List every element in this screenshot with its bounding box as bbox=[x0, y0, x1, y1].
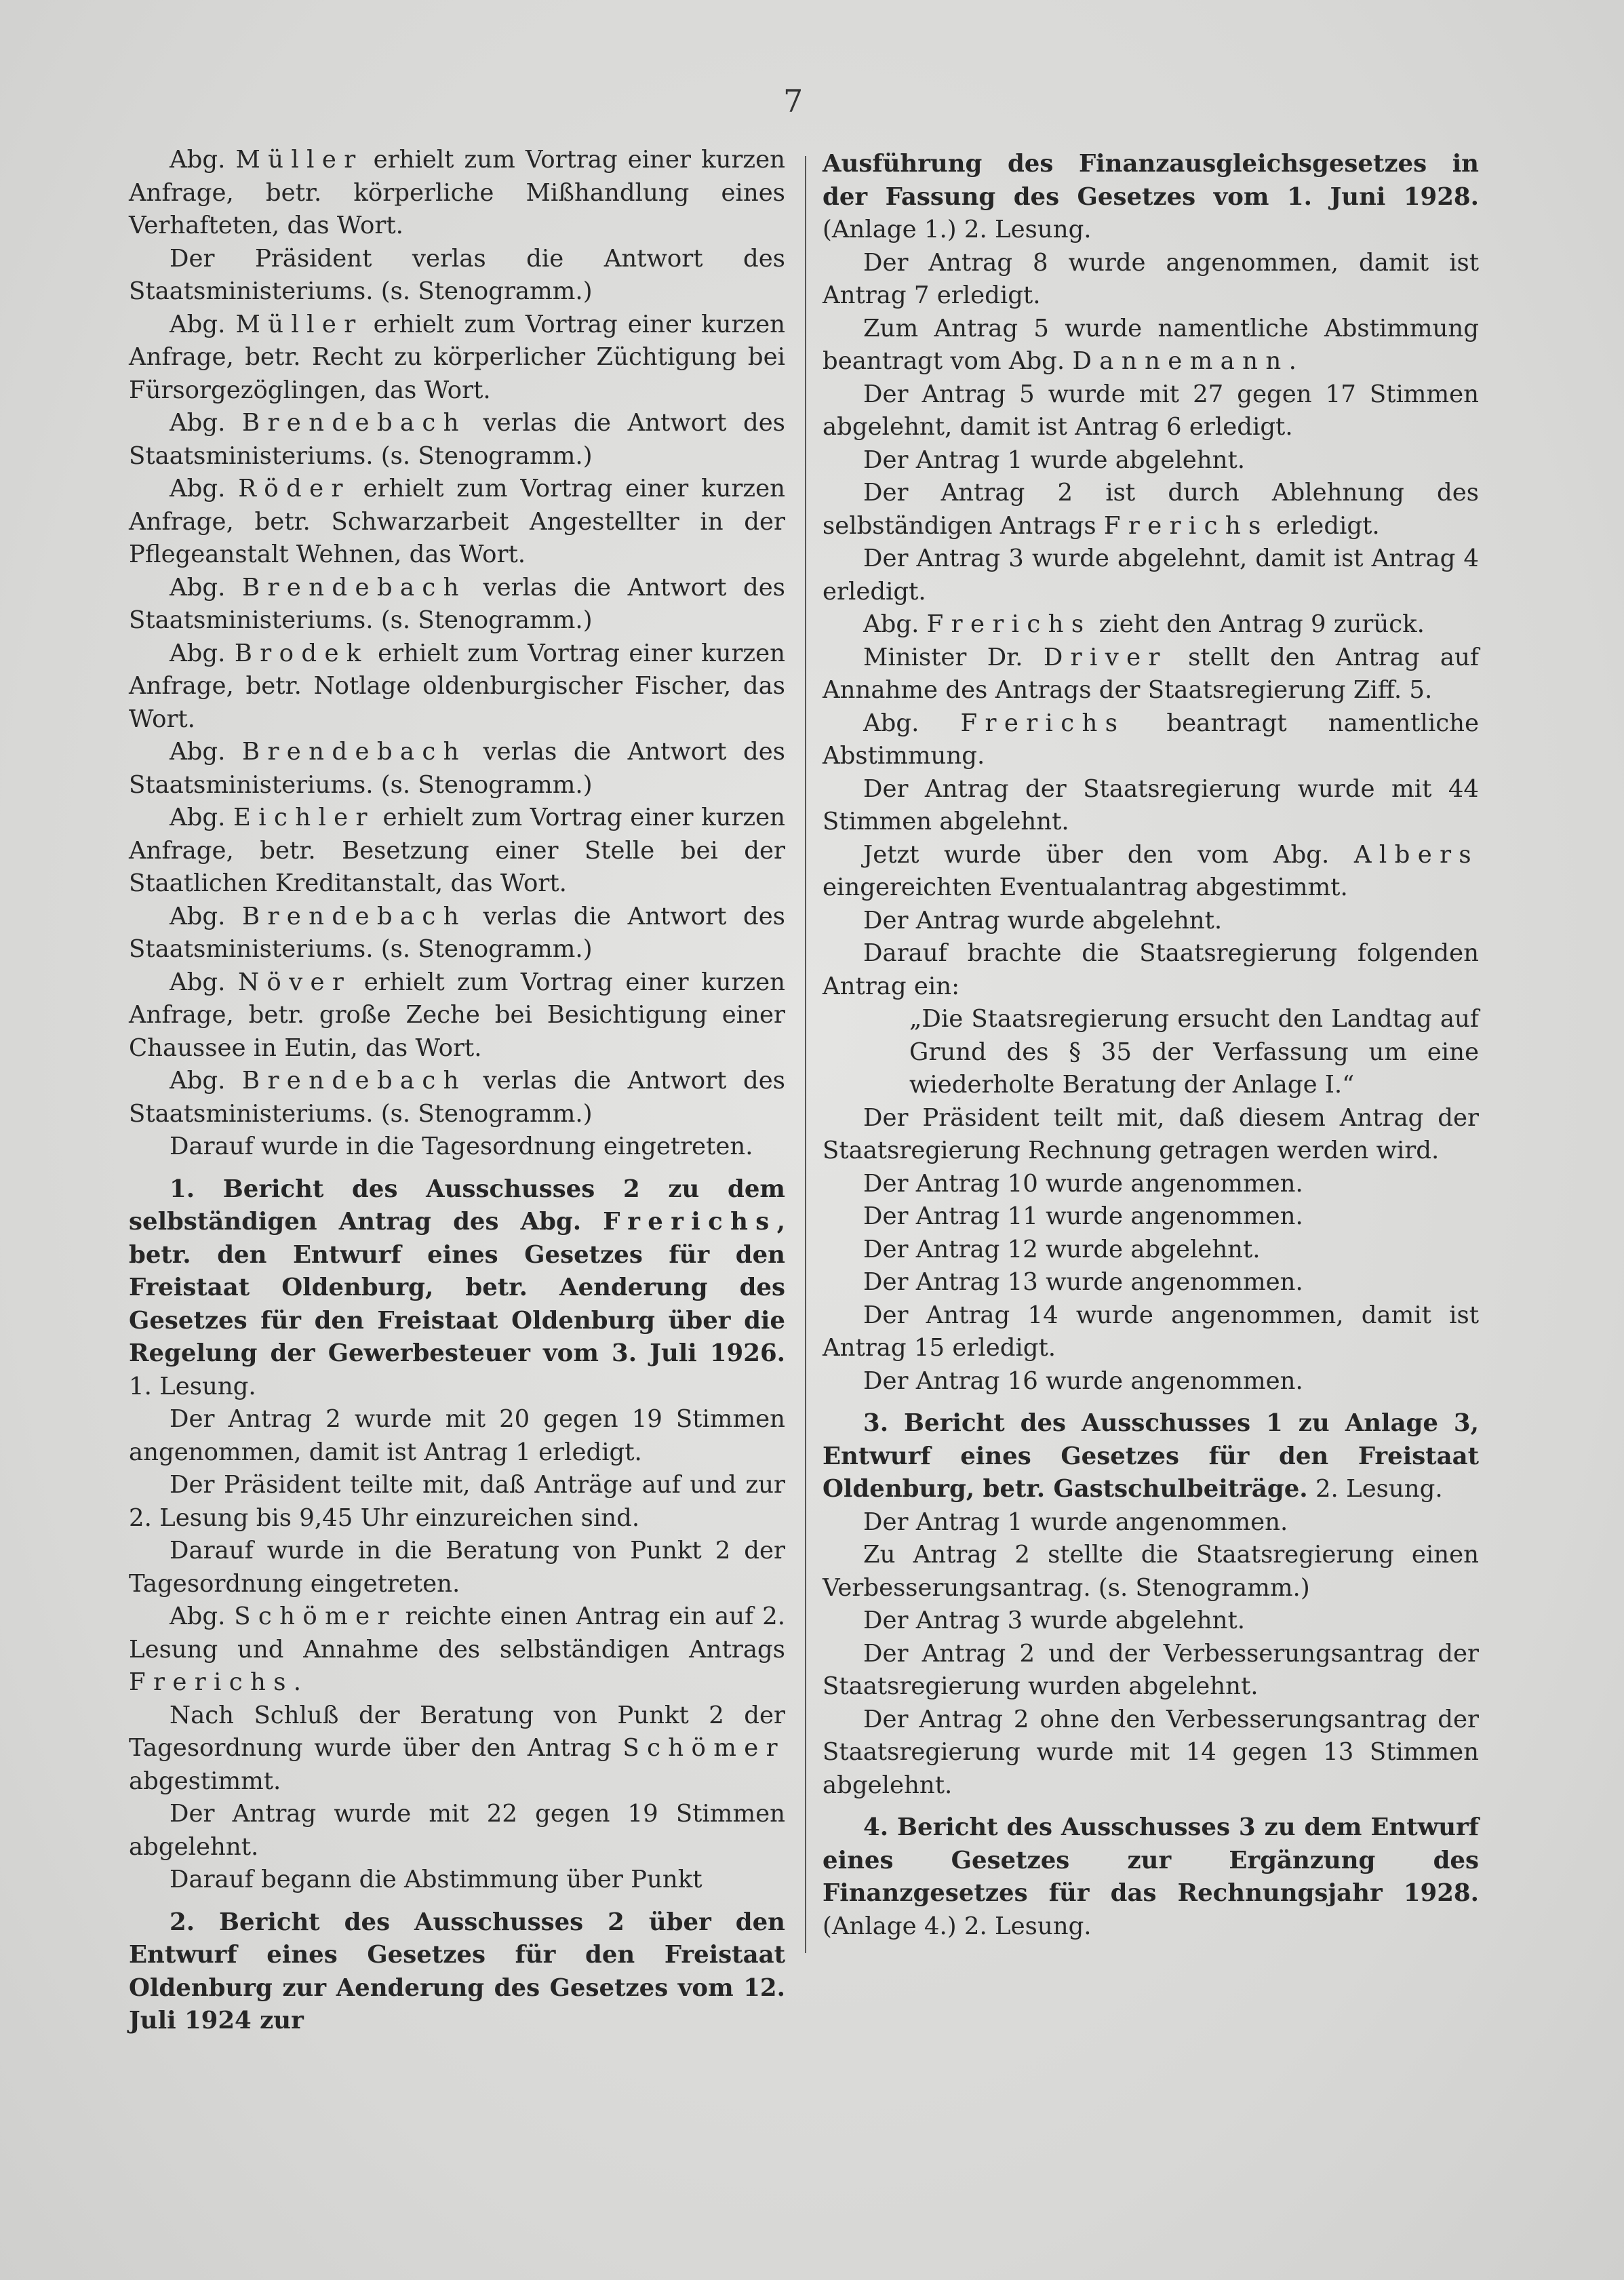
paragraph bbox=[823, 642, 1479, 707]
text-run: erhielt zum Vortrag einer kurzen Anfrage, betr. Schwarzarbeit Angestellter in der Pflegeanstalt Wehnen, das Wort. bbox=[129, 475, 785, 568]
text-run: verlas die Antwort des Staatsministeriums. (s. Stenogramm.) bbox=[129, 902, 785, 963]
person-name: Schömer bbox=[234, 1603, 397, 1630]
paragraph bbox=[823, 1365, 1479, 1398]
paragraph bbox=[129, 1065, 785, 1131]
person-name: Frerichs bbox=[926, 610, 1092, 638]
paragraph bbox=[823, 378, 1479, 444]
text-run: Jetzt wurde über den vom Abg. bbox=[863, 840, 1354, 869]
text-run: Abg. bbox=[170, 804, 233, 831]
text-run: Der Antrag 3 wurde abgelehnt. bbox=[863, 1607, 1246, 1634]
person-name: Brendebach bbox=[242, 409, 467, 437]
paragraph bbox=[823, 1299, 1479, 1365]
paragraph bbox=[823, 1704, 1479, 1803]
text-run: Abg. bbox=[170, 409, 242, 437]
heading-text: 1. Bericht des Ausschusses 2 zu dem selbständigen Antrag des Abg. bbox=[129, 1175, 785, 1236]
text-run: Abg. bbox=[170, 968, 238, 996]
text-run: Der Antrag 2 wurde mit 20 gegen 19 Stimmen angenommen, damit ist Antrag 1 erledigt. bbox=[129, 1405, 785, 1466]
paragraph bbox=[129, 1864, 785, 1897]
paragraph bbox=[823, 839, 1479, 905]
person-name: Müller bbox=[235, 310, 363, 338]
paragraph bbox=[823, 773, 1479, 839]
text-run: Der Antrag 16 wurde angenommen. bbox=[863, 1367, 1303, 1395]
paragraph bbox=[823, 1407, 1479, 1506]
text-run: Darauf begann die Abstimmung über Punkt bbox=[170, 1866, 702, 1893]
paragraph bbox=[129, 572, 785, 637]
paragraph bbox=[129, 1535, 785, 1600]
text-run: Abg. bbox=[170, 475, 239, 503]
column-divider bbox=[805, 156, 806, 1953]
text-run: Darauf brachte die Staatsregierung folgenden Antrag ein: bbox=[823, 939, 1479, 1000]
paragraph bbox=[129, 1600, 785, 1699]
text-run: (Anlage 1.) 2. Lesung. bbox=[823, 216, 1092, 243]
page-number: 7 bbox=[783, 83, 804, 119]
quoted-motion bbox=[909, 1003, 1479, 1102]
heading-text: 2. Bericht des Ausschusses 2 über den Entwurf eines Gesetzes für den Freistaat Oldenburg zur Aenderung des Gesetzes vom 12. Juli 1924 zur bbox=[129, 1908, 785, 2035]
text-run: Darauf wurde in die Beratung von Punkt 2 der Tagesordnung eingetreten. bbox=[129, 1537, 785, 1598]
text-run: Abg. bbox=[170, 902, 242, 930]
person-name: Röder bbox=[238, 475, 351, 503]
text-run: Abg. bbox=[170, 738, 242, 766]
text-run: Darauf wurde in die Tagesordnung eingetreten. bbox=[170, 1133, 753, 1160]
paragraph bbox=[129, 1906, 785, 2038]
person-name: Brendebach bbox=[242, 1067, 467, 1095]
text-run: Der Antrag 12 wurde abgelehnt. bbox=[863, 1235, 1261, 1263]
text-run: Zum Antrag 5 wurde namentliche Abstimmung beantragt vom Abg. bbox=[823, 314, 1479, 375]
text-run: Der Antrag 1 wurde angenommen. bbox=[863, 1508, 1288, 1536]
paragraph bbox=[823, 1102, 1479, 1168]
heading-text: 4. Bericht des Ausschusses 3 zu dem Entwurf eines Gesetzes zur Ergänzung des Finanzgesetzes für das Rechnungsjahr 1928. bbox=[823, 1813, 1479, 1907]
paragraph bbox=[129, 966, 785, 1065]
text-run: Der Antrag wurde mit 22 gegen 19 Stimmen abgelehnt. bbox=[129, 1800, 785, 1861]
paragraph bbox=[129, 144, 785, 243]
text-run: Abg. bbox=[170, 1067, 242, 1095]
paragraph bbox=[129, 407, 785, 473]
person-name: Brendebach bbox=[242, 738, 467, 766]
text-run: Der Antrag wurde abgelehnt. bbox=[863, 906, 1223, 935]
text-run: Zu Antrag 2 stellte die Staatsregierung einen Verbesserungsantrag. (s. Stenogramm.) bbox=[823, 1541, 1479, 1602]
text-run: Der Präsident teilte mit, daß Anträge auf und zur 2. Lesung bis 9,45 Uhr einzureichen sind. bbox=[129, 1471, 785, 1532]
text-run: Der Antrag 1 wurde abgelehnt. bbox=[863, 446, 1246, 474]
text-run: erhielt zum Vortrag einer kurzen Anfrage, betr. körperliche Mißhandlung eines Verhafteten, das Wort. bbox=[129, 146, 786, 239]
text-run: 2. Lesung. bbox=[1307, 1475, 1443, 1503]
paragraph bbox=[823, 1200, 1479, 1234]
person-name: Albers bbox=[1353, 840, 1479, 869]
paragraph bbox=[823, 905, 1479, 938]
text-run: zieht den Antrag 9 zurück. bbox=[1091, 610, 1425, 638]
person-name: Frerichs bbox=[1103, 511, 1269, 540]
text-run: Abg. bbox=[170, 146, 236, 174]
text-run: erhielt zum Vortrag einer kurzen Anfrage, betr. Besetzung einer Stelle bei der Staatlichen Kreditanstalt, das Wort. bbox=[129, 804, 786, 897]
person-name: Driver bbox=[1043, 643, 1168, 671]
paragraph bbox=[823, 937, 1479, 1003]
text-run: Abg. bbox=[863, 610, 927, 638]
text-run: Der Antrag 8 wurde angenommen, damit ist Antrag 7 erledigt. bbox=[823, 248, 1479, 309]
text-run: . bbox=[293, 1668, 302, 1696]
text-run: Der Antrag 10 wurde angenommen. bbox=[863, 1169, 1303, 1198]
person-name: Növer bbox=[237, 968, 352, 996]
paragraph bbox=[823, 148, 1479, 247]
text-run: erledigt. bbox=[1268, 511, 1380, 540]
paragraph bbox=[129, 309, 785, 408]
paragraph bbox=[823, 1539, 1479, 1605]
text-run: erhielt zum Vortrag einer kurzen Anfrage, betr. Recht zu körperlicher Züchtigung bei Fürsorgezöglingen, das Wort. bbox=[129, 310, 786, 404]
paragraph bbox=[129, 473, 785, 572]
paragraph bbox=[129, 736, 785, 802]
paragraph bbox=[823, 247, 1479, 313]
text-run: Abg. bbox=[170, 310, 236, 338]
text-run: reichte einen Antrag ein auf 2. Lesung und Annahme des selbständigen Antrags bbox=[129, 1603, 785, 1664]
text-run: Abg. bbox=[863, 709, 961, 737]
text-run: beantragt namentliche Abstimmung. bbox=[823, 709, 1480, 770]
text-run: verlas die Antwort des Staatsministeriums. (s. Stenogramm.) bbox=[129, 1067, 785, 1128]
paragraph bbox=[823, 1638, 1479, 1704]
text-run: . bbox=[1288, 347, 1296, 375]
text-run: Der Antrag 14 wurde angenommen, damit ist Antrag 15 erledigt. bbox=[823, 1301, 1479, 1362]
text-run: Der Antrag 2 ohne den Verbesserungsantrag der Staatsregierung wurde mit 14 gegen 13 Stimmen abgelehnt. bbox=[823, 1705, 1479, 1799]
paragraph bbox=[129, 1131, 785, 1164]
text-run: „Die Staatsregierung ersucht den Landtag auf Grund des § 35 der Verfassung um eine wiederholte Beratung der Anlage I.“ bbox=[909, 1005, 1479, 1099]
person-name: Brendebach bbox=[242, 902, 467, 930]
heading-text: 3. Bericht des Ausschusses 1 zu Anlage 3, Entwurf eines Gesetzes für den Freistaat Oldenburg, betr. Gastschulbeiträge. bbox=[823, 1409, 1479, 1503]
text-run: abgestimmt. bbox=[129, 1767, 281, 1795]
person-name: Frerichs bbox=[129, 1668, 294, 1696]
person-name: Frerichs bbox=[603, 1208, 777, 1236]
paragraph bbox=[129, 1798, 785, 1864]
person-name: Dannemann bbox=[1072, 347, 1289, 375]
text-run: eingereichten Eventualantrag abgestimmt. bbox=[823, 873, 1348, 901]
paragraph bbox=[129, 243, 785, 309]
text-run: erhielt zum Vortrag einer kurzen Anfrage, betr. große Zeche bei Besichtigung einer Chaussee in Eutin, das Wort. bbox=[129, 968, 786, 1062]
text-run: Abg. bbox=[170, 1603, 235, 1630]
text-run: Der Antrag 11 wurde angenommen. bbox=[863, 1202, 1303, 1230]
text-run: Abg. bbox=[170, 639, 235, 667]
paragraph bbox=[823, 608, 1479, 642]
paragraph bbox=[823, 1506, 1479, 1539]
text-run: Der Antrag der Staatsregierung wurde mit 44 Stimmen abgelehnt. bbox=[823, 774, 1479, 836]
text-run: (Anlage 4.) 2. Lesung. bbox=[823, 1912, 1092, 1940]
text-run: verlas die Antwort des Staatsministeriums. (s. Stenogramm.) bbox=[129, 573, 785, 634]
paragraph bbox=[823, 1234, 1479, 1267]
paragraph bbox=[823, 444, 1479, 477]
paragraph bbox=[823, 707, 1479, 773]
paragraph bbox=[823, 543, 1479, 608]
person-name: Brodek bbox=[234, 639, 369, 667]
paragraph bbox=[823, 313, 1479, 378]
paragraph bbox=[129, 1469, 785, 1535]
paragraph bbox=[823, 1266, 1479, 1299]
paragraph bbox=[823, 1605, 1479, 1638]
paragraph bbox=[129, 637, 785, 736]
text-run: Nach Schluß der Beratung von Punkt 2 der Tagesordnung wurde über den Antrag bbox=[129, 1701, 785, 1762]
text-run: Minister Dr. bbox=[863, 643, 1044, 671]
text-run: Der Antrag 2 ist durch Ablehnung des selbständigen Antrags bbox=[823, 479, 1479, 540]
person-name: Müller bbox=[235, 146, 363, 174]
paragraph bbox=[129, 1173, 785, 1404]
text-run: Der Präsident verlas die Antwort des Staatsministeriums. (s. Stenogramm.) bbox=[129, 244, 785, 305]
text-run: Abg. bbox=[170, 573, 242, 602]
person-name: Frerichs bbox=[960, 709, 1126, 737]
text-run: verlas die Antwort des Staatsministeriums. (s. Stenogramm.) bbox=[129, 409, 785, 470]
text-run: stellt den Antrag auf Annahme des Antrags der Staatsregierung Ziff. 5. bbox=[823, 643, 1479, 704]
paragraph bbox=[129, 802, 785, 901]
paragraph bbox=[823, 1168, 1479, 1201]
text-run: verlas die Antwort des Staatsministeriums. (s. Stenogramm.) bbox=[129, 738, 785, 799]
right-column bbox=[823, 148, 1479, 1943]
text-run: Der Antrag 3 wurde abgelehnt, damit ist Antrag 4 erledigt. bbox=[823, 545, 1479, 606]
text-run: Der Antrag 2 und der Verbesserungsantrag der Staatsregierung wurden abgelehnt. bbox=[823, 1639, 1479, 1700]
text-run: Der Antrag 13 wurde angenommen. bbox=[863, 1268, 1303, 1296]
text-run: Der Präsident teilt mit, daß diesem Antrag der Staatsregierung Rechnung getragen werden wird. bbox=[823, 1103, 1479, 1164]
person-name: Eichler bbox=[233, 804, 375, 831]
paragraph bbox=[823, 1811, 1479, 1943]
person-name: Schömer bbox=[622, 1734, 785, 1762]
heading-text: , betr. den Entwurf eines Gesetzes für den Freistaat Oldenburg, betr. Aenderung des Gesetzes für den Freistaat Oldenburg über die Regelung der Gewerbesteuer vom 3. Juli 1926. bbox=[129, 1208, 785, 1367]
text-run: Der Antrag 5 wurde mit 27 gegen 17 Stimmen abgelehnt, damit ist Antrag 6 erledigt. bbox=[823, 380, 1479, 441]
paragraph bbox=[129, 901, 785, 966]
text-run: 1. Lesung. bbox=[129, 1372, 256, 1400]
left-column bbox=[129, 144, 785, 2038]
paragraph bbox=[129, 1699, 785, 1799]
paragraph bbox=[823, 477, 1479, 543]
text-run: erhielt zum Vortrag einer kurzen Anfrage, betr. Notlage oldenburgischer Fischer, das Wort. bbox=[129, 639, 786, 733]
heading-text: Ausführung des Finanzausgleichsgesetzes in der Fassung des Gesetzes vom 1. Juni 1928. bbox=[823, 150, 1479, 211]
person-name: Brendebach bbox=[242, 573, 467, 602]
paragraph bbox=[129, 1403, 785, 1469]
